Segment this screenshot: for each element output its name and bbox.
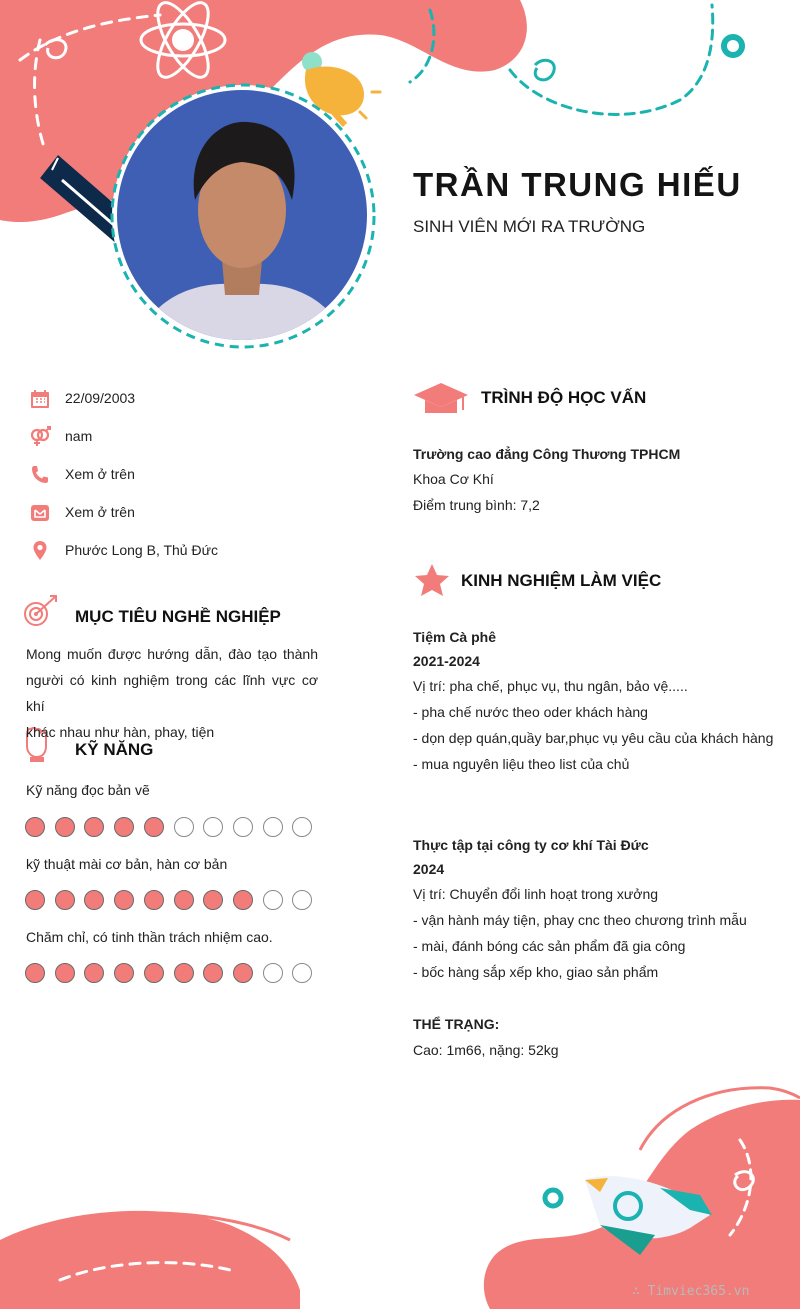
education-department: Khoa Cơ Khí (413, 471, 494, 487)
contact-address (28, 539, 358, 565)
birthdate-text: 22/09/2003 (65, 390, 136, 406)
rating-dot-filled (25, 963, 45, 983)
rating-dot-filled (233, 890, 253, 910)
education-school: Trường cao đẳng Công Thương TPHCM (413, 446, 681, 462)
rating-dot-filled (174, 963, 194, 983)
objective-line: Mong muốn được hướng dẫn, đào tạo thành (26, 646, 318, 662)
email-text: Xem ở trên (65, 504, 135, 520)
job-period: 2024 (413, 861, 445, 877)
rating-dot-empty (263, 963, 283, 983)
rating-dot-empty (174, 817, 194, 837)
rating-dot-filled (174, 890, 194, 910)
rating-dot-filled (25, 890, 45, 910)
rating-dot-filled (55, 817, 75, 837)
contact-phone (28, 463, 358, 489)
watermark-text: ∴ Timviec365.vn (632, 1284, 750, 1299)
rating-dot-filled (25, 817, 45, 837)
candidate-role: SINH VIÊN MỚI RA TRƯỜNG (413, 217, 646, 236)
rating-dot-filled (203, 890, 223, 910)
rating-dot-filled (84, 890, 104, 910)
rating-dot-empty (203, 817, 223, 837)
job-detail-line: - mài, đánh bóng các sản phẩm đã gia công (413, 938, 686, 954)
job-detail-line: - dọn dẹp quán,quầy bar,phục vụ yêu cầu của khách hàng (413, 730, 774, 746)
rating-dot-filled (84, 963, 104, 983)
skill-rating (25, 817, 325, 839)
physical-text: Cao: 1m66, nặng: 52kg (413, 1042, 559, 1058)
gender-text: nam (65, 428, 93, 444)
job-detail-line: - bốc hàng sắp xếp kho, giao sản phẩm (413, 964, 659, 980)
contact-email (28, 501, 358, 527)
job-detail-line: - vận hành máy tiện, phay cnc theo chương trình mẫu (413, 912, 747, 928)
job-company: Tiệm Cà phê (413, 629, 496, 645)
rating-dot-filled (203, 963, 223, 983)
phone-text: Xem ở trên (65, 466, 135, 482)
job-detail-line: Vị trí: Chuyển đổi linh hoạt trong xưởng (413, 886, 659, 902)
rating-dot-empty (292, 963, 312, 983)
contact-gender (28, 425, 358, 451)
address-text: Phước Long B, Thủ Đức (65, 542, 218, 558)
rating-dot-filled (114, 890, 134, 910)
objective-text (26, 641, 318, 745)
objective-line: người có kinh nghiệm trong các lĩnh vực cơ khí (26, 672, 318, 714)
rating-dot-empty (263, 817, 283, 837)
contact-birthdate (28, 387, 358, 413)
skill-name: kỹ thuật mài cơ bản, hàn cơ bản (26, 856, 228, 872)
job-period: 2021-2024 (413, 653, 480, 669)
rating-dot-filled (55, 890, 75, 910)
job-detail-line: Vị trí: pha chế, phục vụ, thu ngân, bảo vệ..... (413, 678, 688, 694)
rating-dot-filled (55, 963, 75, 983)
candidate-name: TRẦN TRUNG HIẾU (413, 166, 742, 203)
rating-dot-empty (233, 817, 253, 837)
rating-dot-empty (292, 817, 312, 837)
job-company: Thực tập tại công ty cơ khí Tài Đức (413, 837, 649, 853)
rating-dot-filled (233, 963, 253, 983)
education-gpa: Điểm trung bình: 7,2 (413, 497, 540, 513)
target-icon (25, 596, 56, 625)
job-detail-line: - pha chế nước theo oder khách hàng (413, 704, 648, 720)
skill-name: Chăm chỉ, có tinh thần trách nhiệm cao. (26, 929, 273, 945)
education-title: TRÌNH ĐỘ HỌC VẤN (481, 388, 647, 407)
profile-photo (117, 90, 367, 340)
rating-dot-filled (114, 817, 134, 837)
experience-title: KINH NGHIỆM LÀM VIỆC (461, 571, 662, 590)
rating-dot-empty (292, 890, 312, 910)
skills-title: KỸ NĂNG (75, 740, 154, 759)
star-icon (415, 564, 449, 596)
phone-icon (28, 463, 52, 487)
rating-dot-filled (144, 817, 164, 837)
objective-line: khác nhau như hàn, phay, tiện (26, 724, 215, 740)
rating-dot-filled (84, 817, 104, 837)
skill-rating (25, 963, 325, 985)
rating-dot-empty (263, 890, 283, 910)
location-pin-icon (28, 539, 52, 563)
calendar-icon (28, 387, 52, 411)
rating-dot-filled (144, 890, 164, 910)
skill-rating (25, 890, 325, 912)
physical-title: THỂ TRẠNG: (413, 1016, 500, 1032)
objective-title: MỤC TIÊU NGHỀ NGHIỆP (75, 607, 281, 626)
rating-dot-filled (144, 963, 164, 983)
graduation-cap-icon (414, 383, 468, 413)
avatar-portrait (117, 90, 367, 340)
email-icon (28, 501, 52, 525)
job-detail-line: - mua nguyên liệu theo list của chủ (413, 756, 630, 772)
rating-dot-filled (114, 963, 134, 983)
skill-name: Kỹ năng đọc bản vẽ (26, 782, 150, 798)
gender-icon (28, 425, 52, 449)
